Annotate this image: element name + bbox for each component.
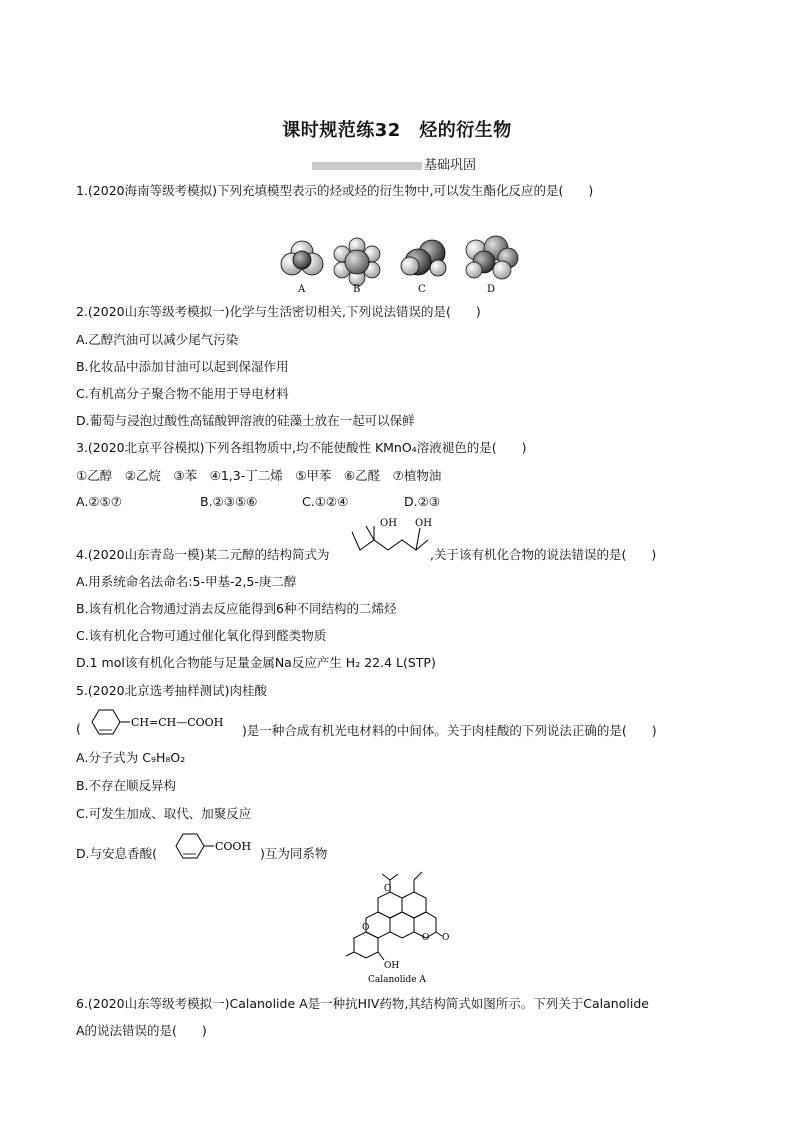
q6-calanolide-structure (344, 868, 454, 988)
q1-stem: 1.(2020海南等级考模拟)下列充填模型表示的烃或烃的衍生物中,可以发生酯化反应的是( ) (76, 183, 594, 198)
q4-oh-1: OH (380, 518, 397, 529)
model-d (466, 236, 518, 279)
model-label-a: A (298, 284, 306, 295)
q2-option-c: C.有机高分子聚合物不能用于导电材料 (76, 386, 289, 401)
q4-oh-2: OH (415, 518, 432, 529)
q5-stem: 5.(2020北京选考抽样测试)肉桂酸 (76, 683, 267, 698)
section-bar (312, 162, 422, 170)
q3-option-d: D.②③ (404, 494, 441, 509)
section-label: 基础巩固 (424, 158, 477, 173)
q4-stem-end: ,关于该有机化合物的说法错误的是( ) (430, 547, 657, 562)
q3-option-a: A.②⑤⑦ (76, 494, 122, 509)
q3-option-c: C.①②④ (302, 494, 349, 509)
q5-stem-end: )是一种合成有机光电材料的中间体。关于肉桂酸的下列说法正确的是( ) (242, 723, 657, 738)
q4-option-b: B.该有机化合物通过消去反应能得到6种不同结构的二烯烃 (76, 601, 397, 616)
page-title: 课时规范练32 烃的衍生物 (282, 120, 512, 141)
q3-stem: 3.(2020北京平谷模拟)下列各组物质中,均不能使酸性 KMnO₄溶液褪色的是( ) (76, 440, 527, 455)
q6-o-3: O (422, 933, 430, 943)
q5-option-d-start: D.与安息香酸( (76, 846, 157, 861)
q6-stem-line1: 6.(2020山东等级考模拟一)Calanolide A是一种抗HIV药物,其结构简式如图所示。下列关于Calanolide (76, 996, 649, 1011)
section-heading (312, 154, 476, 173)
q5-side-chain: CH=CH—COOH (131, 716, 224, 729)
model-label-c: C (418, 284, 426, 295)
q5-carboxyl: COOH (215, 840, 252, 853)
q4-stem-start: 4.(2020山东青岛一模)某二元醇的结构简式为 (76, 547, 330, 562)
q5-benzoic-acid-structure (172, 828, 264, 864)
model-b (334, 238, 380, 286)
q6-oh: OH (384, 961, 400, 971)
q2-stem: 2.(2020山东等级考模拟一)化学与生活密切相关,下列说法错误的是( ) (76, 304, 481, 319)
q5-option-a: A.分子式为 C₉H₈O₂ (76, 750, 186, 765)
q5-cinnamic-acid-structure (84, 705, 244, 739)
q6-stem-line2: A的说法错误的是( ) (76, 1023, 207, 1038)
model-c (401, 240, 446, 276)
q2-option-b: B.化妆品中添加甘油可以起到保湿作用 (76, 359, 289, 374)
q1-space-filling-models (262, 226, 532, 296)
q5-option-b: B.不存在顺反异构 (76, 778, 177, 793)
q6-o-2: O (362, 923, 370, 933)
q5-open-paren: ( (76, 721, 81, 736)
q4-diol-structure (348, 514, 438, 564)
q4-option-d: D.1 mol该有机化合物能与足量金属Na反应产生 H₂ 22.4 L(STP) (76, 655, 436, 670)
model-a (281, 241, 323, 275)
q5-option-c: C.可发生加成、取代、加聚反应 (76, 806, 252, 821)
q3-option-b: B.②③⑤⑥ (200, 494, 258, 509)
model-label-d: D (487, 284, 496, 295)
q6-o-1: O (384, 884, 392, 894)
q5-option-d-end: )互为同系物 (260, 846, 328, 861)
model-label-b: B (353, 284, 361, 295)
q3-items: ①乙醇 ②乙烷 ③苯 ④1,3-丁二烯 ⑤甲苯 ⑥乙醛 ⑦植物油 (76, 468, 442, 483)
q2-option-a: A.乙醇汽油可以减少尾气污染 (76, 332, 239, 347)
q2-option-d: D.葡萄与浸泡过酸性高锰酸钾溶液的硅藻土放在一起可以保鲜 (76, 413, 415, 428)
q6-caption: Calanolide A (368, 975, 426, 985)
q6-o-4: O (442, 933, 450, 943)
q4-option-c: C.该有机化合物可通过催化氧化得到醛类物质 (76, 628, 327, 643)
q4-option-a: A.用系统命名法命名:5-甲基-2,5-庚二醇 (76, 574, 297, 589)
